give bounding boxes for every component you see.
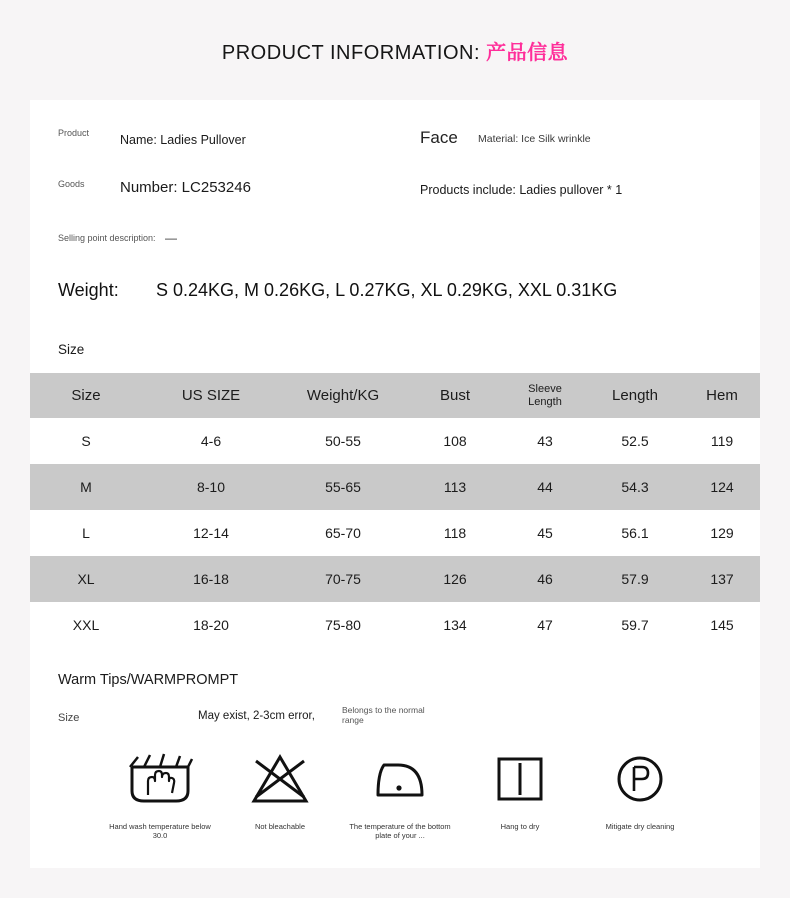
cell-us-size: 8-10 — [142, 464, 280, 510]
cell-sleeve: 46 — [504, 556, 586, 602]
cell-us-size: 12-14 — [142, 510, 280, 556]
care-icon-no-bleach — [220, 750, 340, 831]
cell-weight: 55-65 — [280, 464, 406, 510]
no-bleach-icon — [220, 750, 340, 808]
info-block — [30, 100, 760, 275]
cell-weight: 70-75 — [280, 556, 406, 602]
face-label: Face — [420, 128, 458, 147]
column-header-weight: Weight/KG — [280, 373, 406, 418]
care-icon-hand-wash — [100, 750, 220, 840]
product-info-card — [30, 100, 760, 868]
size-heading: Size — [58, 342, 85, 357]
size-table — [30, 373, 760, 648]
page-title-en: PRODUCT INFORMATION: — [221, 42, 481, 64]
cell-size: XXL — [30, 602, 142, 648]
hand-wash-icon — [100, 750, 220, 808]
column-header-bust: Bust — [406, 373, 504, 418]
warm-tips-title: Warm Tips/WARMPROMPT — [58, 672, 239, 688]
cell-length: 54.3 — [586, 464, 684, 510]
table-row — [30, 464, 760, 510]
cell-weight: 65-70 — [280, 510, 406, 556]
cell-length: 57.9 — [586, 556, 684, 602]
page-title-cn: 产品信息 — [486, 42, 569, 64]
cell-us-size: 4-6 — [142, 418, 280, 464]
cell-length: 52.5 — [586, 418, 684, 464]
table-row — [30, 510, 760, 556]
goods-label: Goods — [58, 179, 85, 189]
hang-to-dry-icon — [460, 750, 580, 808]
cell-length: 59.7 — [586, 602, 684, 648]
table-row — [30, 418, 760, 464]
cell-sleeve: 44 — [504, 464, 586, 510]
column-header-sleeve-length — [504, 373, 586, 418]
sleeve-line-2: Length — [528, 395, 562, 408]
warm-tips-block — [30, 650, 760, 868]
goods-number: Number: LC253246 — [120, 179, 251, 196]
cell-sleeve: 43 — [504, 418, 586, 464]
selling-point-value: — — [165, 231, 177, 245]
column-header-us-size: US SIZE — [142, 373, 280, 418]
column-header-length: Length — [586, 373, 684, 418]
cell-us-size: 18-20 — [142, 602, 280, 648]
selling-point-label: Selling point description: — [58, 233, 156, 243]
tips-error-note: May exist, 2-3cm error, — [198, 710, 315, 722]
mild-dry-clean-icon — [580, 750, 700, 808]
table-row — [30, 556, 760, 602]
hand-wash-caption: Hand wash temperature below 30.0 — [109, 822, 211, 840]
column-header-size: Size — [30, 373, 142, 418]
sleeve-line-1: Sleeve — [528, 382, 562, 395]
cell-length: 56.1 — [586, 510, 684, 556]
cell-hem: 124 — [684, 464, 760, 510]
cell-size: S — [30, 418, 142, 464]
cell-us-size: 16-18 — [142, 556, 280, 602]
product-name: Name: Ladies Pullover — [120, 133, 246, 147]
cell-bust: 118 — [406, 510, 504, 556]
weight-values: S 0.24KG, M 0.26KG, L 0.27KG, XL 0.29KG, XXL 0.31KG — [156, 280, 618, 300]
care-icons — [100, 750, 700, 840]
page-title — [0, 0, 790, 65]
product-label: Product — [58, 128, 90, 138]
care-icon-mild-dry-clean — [580, 750, 700, 831]
cell-size: M — [30, 464, 142, 510]
cell-bust: 134 — [406, 602, 504, 648]
cell-bust: 113 — [406, 464, 504, 510]
cell-hem: 119 — [684, 418, 760, 464]
table-header-row — [30, 373, 760, 418]
weight-label: Weight: — [58, 280, 119, 300]
column-header-hem: Hem — [684, 373, 760, 418]
cell-size: XL — [30, 556, 142, 602]
mild-dry-clean-caption: Mitigate dry cleaning — [605, 822, 675, 831]
care-icon-iron-low — [340, 750, 460, 840]
cell-bust: 126 — [406, 556, 504, 602]
care-icon-hang-to-dry — [460, 750, 580, 831]
iron-low-icon — [340, 750, 460, 808]
cell-hem: 129 — [684, 510, 760, 556]
weight-row — [58, 280, 740, 301]
no-bleach-caption: Not bleachable — [254, 822, 306, 831]
tips-size-label: Size — [58, 712, 80, 724]
cell-sleeve: 45 — [504, 510, 586, 556]
cell-weight: 50-55 — [280, 418, 406, 464]
cell-hem: 145 — [684, 602, 760, 648]
tips-normal-range-note: Belongs to the normal range — [342, 705, 425, 725]
cell-weight: 75-80 — [280, 602, 406, 648]
products-include: Products include: Ladies pullover * 1 — [420, 183, 623, 197]
cell-hem: 137 — [684, 556, 760, 602]
cell-size: L — [30, 510, 142, 556]
cell-sleeve: 47 — [504, 602, 586, 648]
hang-to-dry-caption: Hang to dry — [500, 822, 540, 831]
table-row — [30, 602, 760, 648]
cell-bust: 108 — [406, 418, 504, 464]
face-material-value: Material: Ice Silk wrinkle — [478, 133, 591, 145]
iron-low-caption: The temperature of the bottom plate of your ... — [349, 822, 451, 840]
